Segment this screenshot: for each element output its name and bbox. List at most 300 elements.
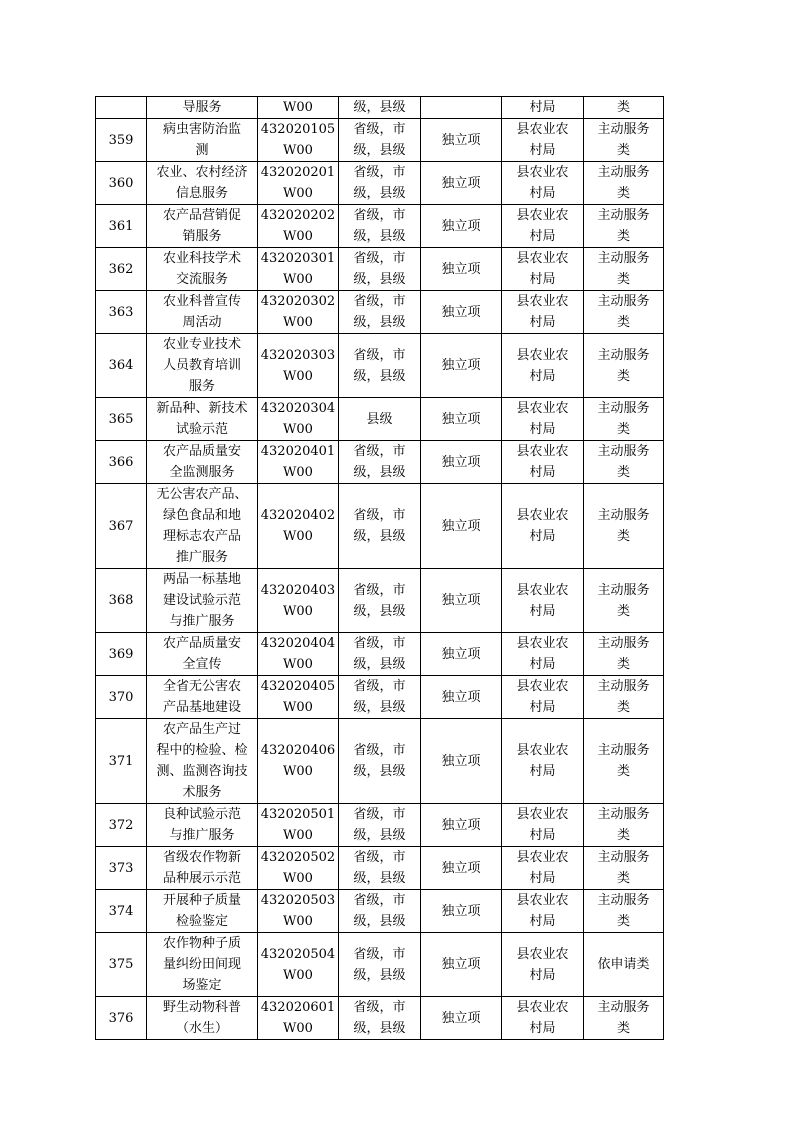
admin-level-cell (339, 162, 421, 205)
table-row (96, 162, 664, 205)
row-number-cell: 365 (96, 398, 147, 441)
service-name-cell-line: 服务 (188, 379, 215, 394)
category-cell-line: 主动服务 (597, 893, 650, 908)
category-cell-line: 类 (616, 368, 630, 384)
admin-level-cell-line: 省级，市 (353, 1000, 406, 1015)
service-code-cell (258, 997, 339, 1040)
service-name-cell-line: 农业专业技术 (162, 337, 241, 352)
table-row (96, 847, 664, 890)
category-cell-line: 类 (616, 186, 630, 201)
table-row (96, 291, 664, 334)
item-type-cell (421, 205, 502, 248)
service-name-cell-line: 测 (195, 143, 209, 158)
item-type-cell (421, 933, 502, 997)
service-code-cell-line: W00 (283, 1021, 313, 1036)
service-code-cell-line: W00 (283, 143, 313, 158)
service-code-cell (258, 119, 339, 162)
admin-level-cell (339, 719, 421, 804)
admin-level-cell-line: 省级，市 (353, 946, 406, 962)
table-row (96, 398, 664, 441)
service-code-cell-line: W00 (283, 914, 313, 929)
item-type-cell (421, 334, 502, 398)
service-code-cell (258, 97, 339, 119)
service-code-cell-line: 432020406 (260, 743, 336, 758)
service-code-cell (258, 719, 339, 804)
table-row (96, 997, 664, 1040)
category-cell-line: 类 (616, 700, 630, 715)
item-type-cell-line: 独立项 (441, 304, 481, 320)
category-cell-line: 主动服务 (597, 807, 650, 822)
department-cell-line: 村局 (529, 828, 556, 843)
category-cell-line: 类 (616, 657, 630, 672)
item-type-cell (421, 890, 502, 933)
service-name-cell-line: 农业科技学术 (162, 251, 241, 266)
admin-level-cell-line: 省级，市 (353, 251, 406, 266)
admin-level-cell (339, 205, 421, 248)
service-code-cell (258, 441, 339, 484)
service-code-cell (258, 890, 339, 933)
department-cell-line: 村局 (529, 603, 556, 619)
department-cell-line: 县农业农 (516, 347, 569, 363)
admin-level-cell-line: 级，县级 (353, 914, 406, 929)
service-name-cell-line: 与推广服务 (169, 614, 235, 629)
admin-level-cell (339, 484, 421, 569)
category-cell (584, 291, 664, 334)
row-number-cell (96, 97, 147, 119)
category-cell (584, 633, 664, 676)
service-name-cell-line: 术服务 (182, 785, 222, 800)
service-code-cell (258, 847, 339, 890)
admin-level-cell (339, 334, 421, 398)
item-type-cell (421, 291, 502, 334)
department-cell (502, 676, 584, 719)
service-code-cell-line: 432020403 (260, 582, 336, 598)
category-cell (584, 676, 664, 719)
service-name-cell (147, 804, 258, 847)
service-name-cell-line: 交流服务 (175, 272, 228, 287)
item-type-cell-line: 独立项 (441, 1010, 481, 1026)
department-cell-line: 县农业农 (516, 946, 569, 962)
department-cell-line: 村局 (529, 967, 556, 983)
service-name-cell-line: 信息服务 (175, 186, 228, 201)
category-cell-line: 类 (616, 229, 630, 244)
item-type-cell (421, 847, 502, 890)
category-cell (584, 719, 664, 804)
admin-level-cell-line: 省级，市 (353, 508, 406, 523)
department-cell-line: 村局 (529, 186, 556, 201)
service-name-cell-line: 良种试验示范 (162, 807, 241, 822)
item-type-cell-line: 独立项 (441, 817, 481, 833)
service-code-cell (258, 933, 339, 997)
department-cell (502, 398, 584, 441)
admin-level-cell-line: 省级，市 (353, 294, 406, 309)
service-name-cell (147, 97, 258, 119)
department-cell-line: 村局 (529, 422, 556, 437)
service-name-cell-line: 品种展示示范 (162, 871, 241, 886)
department-cell-line: 县农业农 (516, 251, 569, 266)
service-name-cell-line: 新品种、新技术 (156, 401, 248, 416)
admin-level-cell-line: 级，县级 (353, 871, 406, 886)
department-cell-line: 县农业农 (516, 208, 569, 223)
category-cell (584, 569, 664, 633)
service-name-cell-line: 野生动物科普 (162, 1000, 241, 1015)
admin-level-cell-line: 省级，市 (353, 743, 406, 758)
admin-level-cell-line: 省级，市 (353, 636, 406, 651)
row-number-cell: 368 (96, 569, 147, 633)
admin-level-cell (339, 569, 421, 633)
row-number-cell: 373 (96, 847, 147, 890)
admin-level-cell-line: 级，县级 (353, 229, 406, 244)
category-cell (584, 847, 664, 890)
department-cell (502, 119, 584, 162)
department-cell-line: 县农业农 (516, 508, 569, 523)
service-name-cell (147, 484, 258, 569)
service-code-cell-line: 432020303 (260, 347, 336, 363)
department-cell-line: 村局 (529, 465, 556, 480)
category-cell (584, 248, 664, 291)
service-code-cell-line: 432020301 (260, 251, 336, 266)
row-number-cell: 372 (96, 804, 147, 847)
item-type-cell (421, 248, 502, 291)
department-cell (502, 205, 584, 248)
table-row (96, 633, 664, 676)
item-type-cell (421, 119, 502, 162)
department-cell-line: 村局 (529, 657, 556, 672)
service-name-cell-line: 周活动 (182, 315, 222, 330)
item-type-cell-line: 独立项 (441, 218, 481, 234)
admin-level-cell-line: 级，县级 (353, 1021, 406, 1036)
service-name-cell-line: 程中的检验、检 (156, 743, 248, 758)
table-row (96, 890, 664, 933)
category-cell-line: 类 (616, 764, 630, 779)
service-code-cell-line: W00 (283, 764, 313, 779)
category-cell-line: 主动服务 (597, 508, 650, 523)
service-code-cell-line: 432020404 (260, 636, 336, 651)
service-code-cell (258, 398, 339, 441)
row-number-cell: 370 (96, 676, 147, 719)
table-row (96, 97, 664, 119)
department-cell-line: 县农业农 (516, 165, 569, 180)
admin-level-cell-line: 省级，市 (353, 679, 406, 694)
item-type-cell-line: 独立项 (441, 689, 481, 705)
department-cell-line: 县农业农 (516, 122, 569, 137)
department-cell-line: 村局 (529, 1021, 556, 1036)
department-cell-line: 县农业农 (516, 893, 569, 908)
admin-level-cell-line: 级，县级 (353, 465, 406, 480)
department-cell (502, 933, 584, 997)
service-code-cell-line: W00 (283, 657, 313, 672)
service-code-cell-line: 432020105 (260, 122, 336, 137)
item-type-cell (421, 719, 502, 804)
admin-level-cell-line: 级，县级 (353, 700, 406, 715)
row-number-cell: 366 (96, 441, 147, 484)
service-code-cell (258, 484, 339, 569)
service-name-cell (147, 441, 258, 484)
service-code-cell-line: 432020502 (260, 850, 336, 865)
service-name-cell-line: 绿色食品和地 (162, 508, 241, 523)
category-cell-line: 类 (616, 143, 630, 158)
service-code-cell (258, 676, 339, 719)
admin-level-cell-line: 级，县级 (353, 143, 406, 158)
service-name-cell (147, 162, 258, 205)
service-code-cell-line: W00 (283, 700, 313, 715)
service-name-cell-line: 试验示范 (175, 422, 228, 437)
row-number-cell: 371 (96, 719, 147, 804)
service-name-cell-line: 理标志农产品 (162, 529, 241, 544)
service-name-cell-line: 病虫害防治监 (162, 122, 241, 137)
service-name-cell-line: 省级农作物新 (162, 850, 241, 865)
category-cell-line: 主动服务 (597, 743, 650, 758)
category-cell (584, 933, 664, 997)
table-row (96, 248, 664, 291)
service-code-cell (258, 804, 339, 847)
category-cell-line: 主动服务 (597, 347, 650, 363)
service-name-cell (147, 398, 258, 441)
admin-level-cell (339, 398, 421, 441)
item-type-cell (421, 676, 502, 719)
service-code-cell-line: 432020401 (260, 444, 336, 459)
item-type-cell-line: 独立项 (441, 261, 481, 277)
category-cell-line: 类 (616, 315, 630, 330)
department-cell (502, 890, 584, 933)
row-number-cell: 359 (96, 119, 147, 162)
service-code-cell-line: W00 (283, 529, 313, 544)
service-name-cell (147, 847, 258, 890)
service-code-cell-line: 432020302 (260, 294, 336, 309)
item-type-cell (421, 97, 502, 119)
department-cell-line: 村局 (529, 143, 556, 158)
service-table (95, 96, 664, 1040)
admin-level-cell-line: 级，县级 (353, 603, 406, 619)
service-code-cell-line: 432020503 (260, 893, 336, 908)
admin-level-cell (339, 890, 421, 933)
row-number-cell: 363 (96, 291, 147, 334)
service-code-cell-line: 432020304 (260, 401, 336, 416)
service-name-cell-line: 农作物种子质 (162, 936, 241, 951)
row-number-cell: 376 (96, 997, 147, 1040)
admin-level-cell-line: 级，县级 (353, 100, 406, 115)
service-code-cell-line: W00 (283, 229, 313, 244)
category-cell (584, 398, 664, 441)
category-cell (584, 97, 664, 119)
admin-level-cell (339, 441, 421, 484)
service-name-cell-line: 农产品生产过 (162, 722, 241, 737)
service-code-cell-line: W00 (283, 368, 313, 384)
admin-level-cell-line: 级，县级 (353, 272, 406, 287)
service-code-cell-line: W00 (283, 828, 313, 843)
row-number-cell: 369 (96, 633, 147, 676)
table-row (96, 484, 664, 569)
table-row (96, 569, 664, 633)
admin-level-cell-line: 级，县级 (353, 186, 406, 201)
service-code-cell-line: 432020405 (260, 679, 336, 694)
service-name-cell-line: 无公害农产品、 (156, 487, 248, 502)
item-type-cell (421, 804, 502, 847)
service-name-cell (147, 719, 258, 804)
department-cell (502, 291, 584, 334)
category-cell-line: 类 (616, 828, 630, 843)
service-code-cell (258, 248, 339, 291)
table-row (96, 719, 664, 804)
category-cell-line: 主动服务 (597, 122, 650, 137)
admin-level-cell-line: 级，县级 (353, 764, 406, 779)
row-number-cell: 367 (96, 484, 147, 569)
table-row (96, 676, 664, 719)
item-type-cell-line: 独立项 (441, 454, 481, 470)
service-name-cell-line: 量纠纷田间现 (162, 957, 241, 972)
department-cell-line: 县农业农 (516, 807, 569, 822)
department-cell (502, 97, 584, 119)
department-cell (502, 633, 584, 676)
service-code-cell-line: W00 (283, 100, 313, 115)
department-cell-line: 县农业农 (516, 582, 569, 598)
admin-level-cell (339, 933, 421, 997)
service-code-cell-line: 432020504 (260, 946, 336, 962)
item-type-cell-line: 独立项 (441, 593, 481, 608)
admin-level-cell-line: 省级，市 (353, 165, 406, 180)
admin-level-cell-line: 级，县级 (353, 657, 406, 672)
item-type-cell-line: 独立项 (441, 753, 481, 769)
admin-level-cell (339, 676, 421, 719)
category-cell-line: 主动服务 (597, 850, 650, 865)
department-cell-line: 村局 (529, 764, 556, 779)
category-cell-line: 类 (616, 603, 630, 619)
department-cell (502, 804, 584, 847)
category-cell-line: 类 (616, 100, 630, 115)
admin-level-cell (339, 804, 421, 847)
service-code-cell (258, 334, 339, 398)
department-cell-line: 村局 (529, 229, 556, 244)
department-cell-line: 村局 (529, 272, 556, 287)
department-cell-line: 村局 (529, 315, 556, 330)
admin-level-cell (339, 847, 421, 890)
department-cell-line: 县农业农 (516, 679, 569, 694)
department-cell-line: 县农业农 (516, 850, 569, 865)
category-cell-line: 主动服务 (597, 636, 650, 651)
category-cell-line: 主动服务 (597, 251, 650, 266)
admin-level-cell-line: 省级，市 (353, 122, 406, 137)
service-name-cell-line: 农业、农村经济 (156, 165, 248, 180)
department-cell-line: 村局 (529, 368, 556, 384)
department-cell-line: 县农业农 (516, 294, 569, 309)
item-type-cell-line: 独立项 (441, 132, 481, 148)
service-code-cell-line: W00 (283, 465, 313, 480)
service-name-cell-line: 全宣传 (182, 657, 222, 672)
service-name-cell-line: 开展种子质量 (162, 893, 241, 908)
item-type-cell-line: 独立项 (441, 646, 481, 662)
category-cell-line: 主动服务 (597, 444, 650, 459)
item-type-cell-line: 独立项 (441, 358, 481, 373)
item-type-cell-line: 独立项 (441, 903, 481, 919)
item-type-cell-line: 独立项 (441, 518, 481, 534)
item-type-cell (421, 484, 502, 569)
category-cell (584, 119, 664, 162)
admin-level-cell (339, 633, 421, 676)
table-row (96, 441, 664, 484)
service-name-cell (147, 569, 258, 633)
category-cell-line: 依申请类 (597, 957, 650, 972)
category-cell-line: 主动服务 (597, 401, 650, 416)
department-cell-line: 县农业农 (516, 1000, 569, 1015)
department-cell-line: 村局 (529, 914, 556, 929)
department-cell (502, 334, 584, 398)
category-cell-line: 类 (616, 529, 630, 544)
department-cell-line: 村局 (529, 700, 556, 715)
admin-level-cell-line: 级，县级 (353, 828, 406, 843)
service-name-cell-line: 农产品质量安 (162, 636, 241, 651)
category-cell (584, 804, 664, 847)
category-cell-line: 类 (616, 871, 630, 886)
service-code-cell-line: W00 (283, 871, 313, 886)
admin-level-cell-line: 级，县级 (353, 368, 406, 384)
service-name-cell (147, 248, 258, 291)
row-number-cell: 375 (96, 933, 147, 997)
admin-level-cell-line: 级，县级 (353, 529, 406, 544)
service-name-cell (147, 933, 258, 997)
department-cell-line: 村局 (529, 100, 556, 115)
service-name-cell-line: 农产品营销促 (162, 208, 241, 223)
service-code-cell-line: W00 (283, 272, 313, 287)
admin-level-cell-line: 县级 (366, 411, 393, 427)
department-cell (502, 484, 584, 569)
department-cell-line: 县农业农 (516, 636, 569, 651)
admin-level-cell-line: 省级，市 (353, 347, 406, 363)
service-code-cell (258, 569, 339, 633)
row-number-cell: 374 (96, 890, 147, 933)
service-name-cell (147, 676, 258, 719)
admin-level-cell (339, 291, 421, 334)
item-type-cell (421, 997, 502, 1040)
category-cell (584, 890, 664, 933)
admin-level-cell-line: 省级，市 (353, 582, 406, 598)
service-code-cell-line: W00 (283, 603, 313, 619)
admin-level-cell-line: 省级，市 (353, 893, 406, 908)
service-code-cell-line: W00 (283, 967, 313, 983)
department-cell-line: 县农业农 (516, 444, 569, 459)
item-type-cell-line: 独立项 (441, 860, 481, 876)
service-name-cell-line: 检验鉴定 (175, 914, 228, 929)
category-cell (584, 997, 664, 1040)
service-name-cell-line: 两品一标基地 (162, 572, 241, 587)
service-name-cell-line: 人员教育培训 (162, 358, 241, 373)
service-name-cell (147, 633, 258, 676)
department-cell (502, 719, 584, 804)
item-type-cell (421, 441, 502, 484)
row-number-cell: 361 (96, 205, 147, 248)
admin-level-cell (339, 248, 421, 291)
department-cell (502, 162, 584, 205)
admin-level-cell-line: 省级，市 (353, 208, 406, 223)
department-cell (502, 248, 584, 291)
category-cell-line: 类 (616, 1021, 630, 1036)
department-cell-line: 县农业农 (516, 401, 569, 416)
service-name-cell-line: 建设试验示范 (162, 593, 241, 608)
service-name-cell-line: 场鉴定 (182, 978, 222, 993)
category-cell-line: 主动服务 (597, 1000, 650, 1015)
admin-level-cell (339, 119, 421, 162)
table-row (96, 334, 664, 398)
category-cell (584, 441, 664, 484)
item-type-cell-line: 独立项 (441, 957, 481, 972)
service-name-cell-line: 农业科普宣传 (162, 294, 241, 309)
service-name-cell-line: 全监测服务 (169, 465, 235, 480)
department-cell (502, 441, 584, 484)
admin-level-cell-line: 级，县级 (353, 967, 406, 983)
item-type-cell-line: 独立项 (441, 411, 481, 427)
department-cell-line: 村局 (529, 529, 556, 544)
row-number-cell: 364 (96, 334, 147, 398)
table-row (96, 119, 664, 162)
